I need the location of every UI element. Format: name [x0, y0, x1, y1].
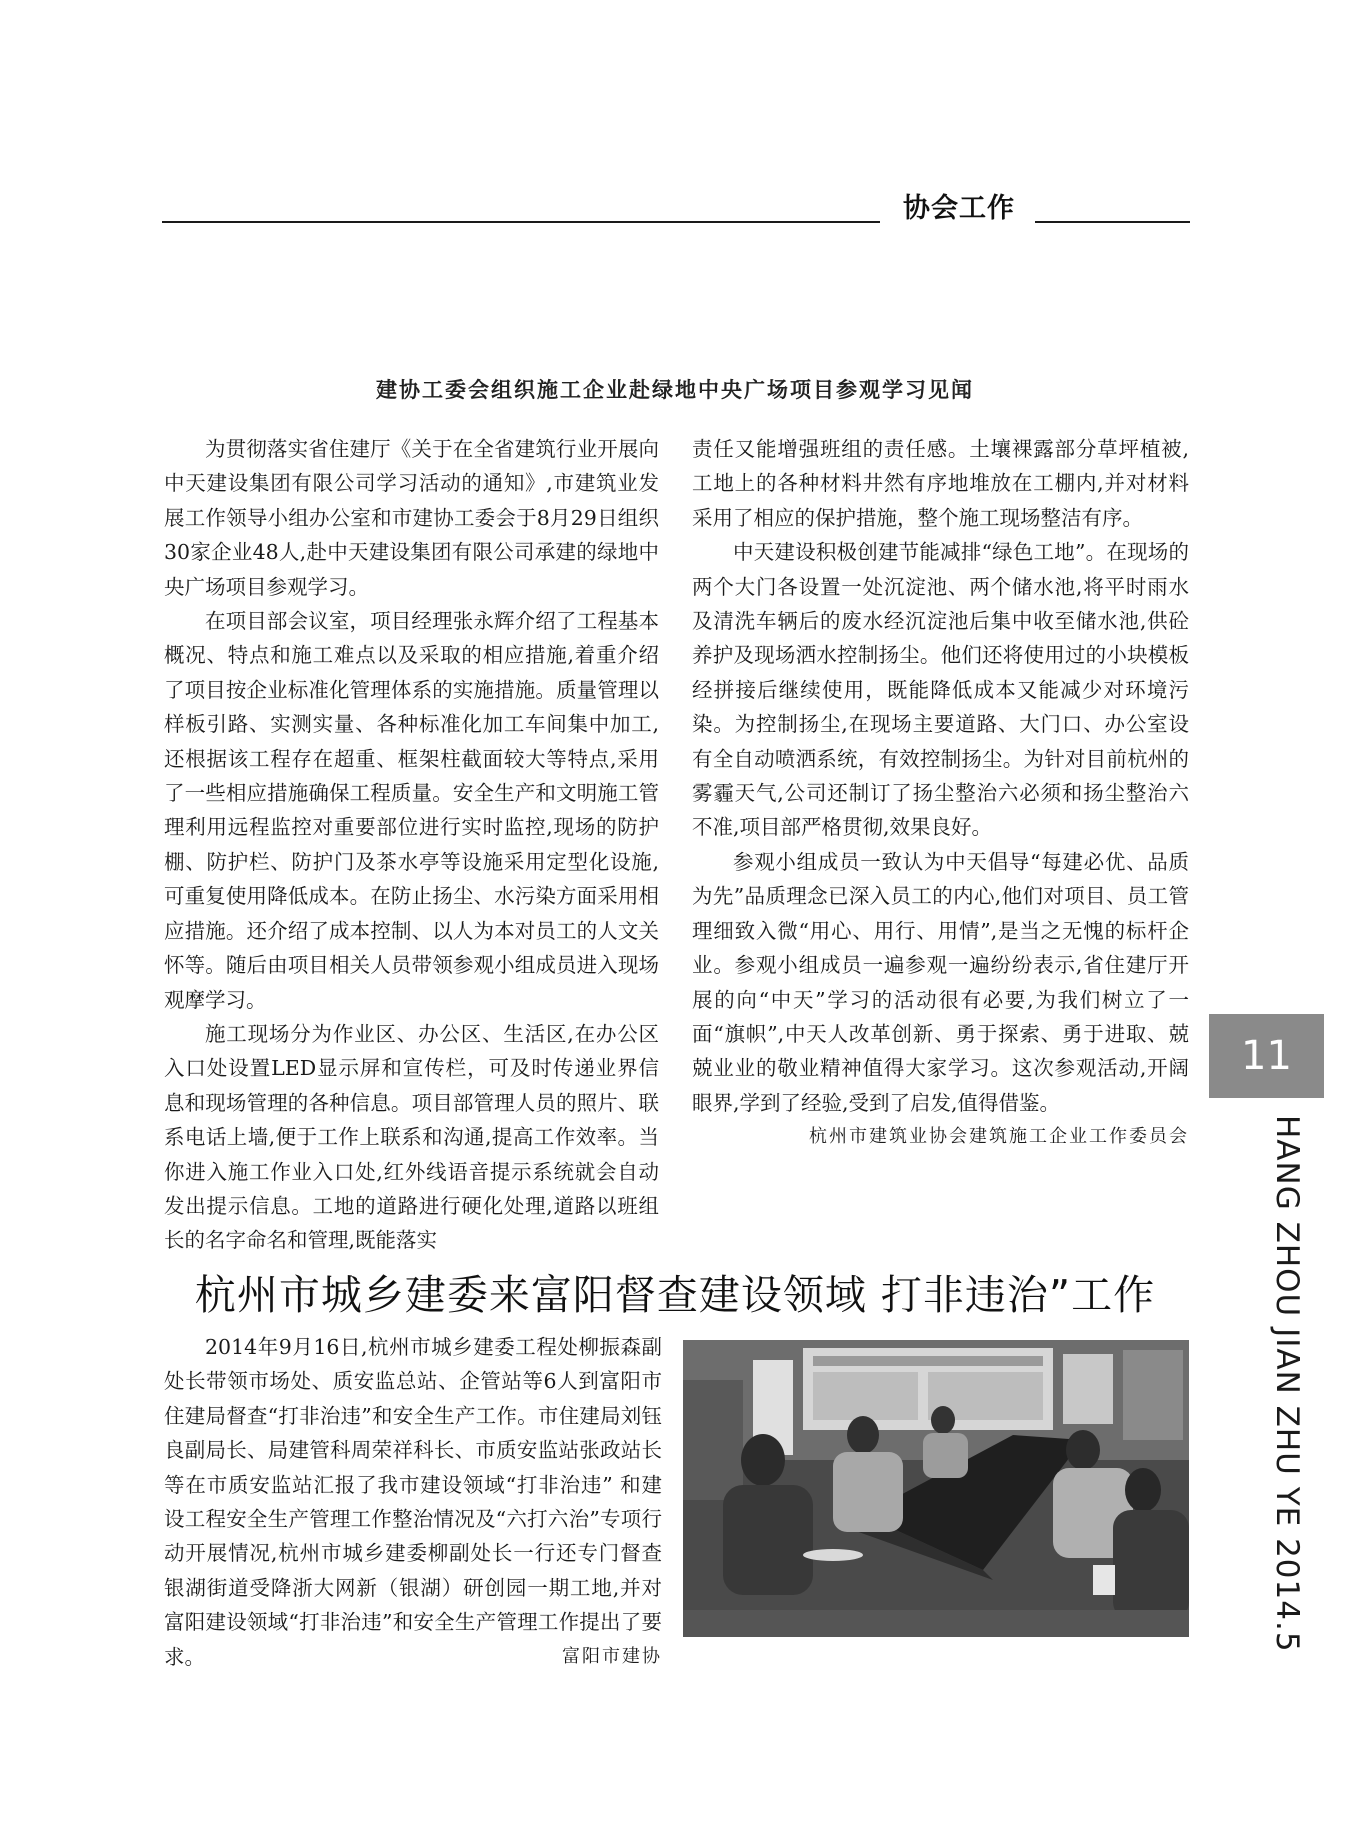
page-number-box	[1209, 1014, 1324, 1098]
page-number: 11	[1241, 1033, 1292, 1079]
section-label: 协会工作	[903, 193, 1015, 224]
paragraph: 施工现场分为作业区、办公区、生活区,在办公区入口处设置LED显示屏和宣传栏，可及时传递业界信息和现场管理的各种信息。项目部管理人员的照片、联系电话上墙,便于工作上联系和沟通,提高工作效率。当你进入施工作业入口处,红外线语音提示系统就会自动发出提示信息。工地的道路进行硬化处理,道路以班组长的名字命名和管理,既能落实	[164, 1021, 659, 1253]
article-right-column	[692, 432, 1189, 1155]
news-text: 2014年9月16日,杭州市城乡建委工程处柳振森副处长带领市场处、质安监总站、企管站等6人到富阳市住建局督查“打非治违”和安全生产工作。市住建局刘钰良副局长、局建管科周荣祥科长、市质安监站张政站长等在市质安监站汇报了我市建设领域“打非治违” 和建设工程安全生产管理工作整治情况及“六打六治”专项行动开展情况,杭州市城乡建委柳副处长一行还专门督查银湖街道受降浙大网新（银湖）研创园一期工地,并对富阳建设领域“打非治违”和安全生产管理工作提出了要求。	[164, 1335, 662, 1669]
article-left-column	[164, 432, 659, 1258]
paragraph: 参观小组成员一致认为中天倡导“每建必优、品质为先”品质理念已深入员工的内心,他们对项目、员工管理细致入微“用心、用行、用情”,是当之无愧的标杆企业。参观小组成员一遍参观一遍纷纷表示,省住建厅开展的向“中天”学习的活动很有必要,为我们树立了一面“旗帜”,中天人改革创新、勇于探索、勇于进取、兢兢业业的敬业精神值得大家学习。这次参观活动,开阔眼界,学到了经验,受到了启发,值得借鉴。	[692, 849, 1189, 1115]
paragraph: 为贯彻落实省住建厅《关于在全省建筑行业开展向中天建设集团有限公司学习活动的通知》,市建筑业发展工作领导小组办公室和市建协工委会于8月29日组织30家企业48人,赴中天建设集团有限公司承建的绿地中央广场项目参观学习。	[164, 437, 659, 599]
paragraph	[164, 1330, 662, 1674]
article-signature: 杭州市建筑业协会建筑施工企业工作委员会	[809, 1126, 1189, 1148]
meeting-photo	[683, 1340, 1189, 1637]
paragraph: 在项目部会议室，项目经理张永辉介绍了工程基本概况、特点和施工难点以及采取的相应措施,着重介绍了项目按企业标准化管理体系的实施措施。质量管理以样板引路、实测实量、各种标准化加工车间集中加工,还根据该工程存在超重、框架柱截面较大等特点,采用了一些相应措施确保工程质量。安全生产和文明施工管理利用远程监控对重要部位进行实时监控,现场的防护棚、防护栏、防护门及茶水亭等设施采用定型化设施,可重复使用降低成本。在防止扬尘、水污染方面采用相应措施。还介绍了成本控制、以人为本对员工的人文关怀等。随后由项目相关人员带领参观小组成员进入现场观摩学习。	[164, 609, 659, 1012]
news-signature: 富阳市建协	[562, 1645, 662, 1667]
news-body	[164, 1330, 662, 1674]
header-rule-left	[162, 221, 880, 223]
news-title: 杭州市城乡建委来富阳督查建设领域 打非违治”工作	[194, 1271, 1156, 1319]
meeting-photo-image	[683, 1340, 1189, 1637]
header-rule-right	[1035, 221, 1190, 223]
paragraph: 中天建设积极创建节能减排“绿色工地”。在现场的两个大门各设置一处沉淀池、两个储水池,将平时雨水及清洗车辆后的废水经沉淀池后集中收至储水池,供砼养护及现场洒水控制扬尘。他们还将使用过的小块模板经拼接后继续使用，既能降低成本又能减少对环境污染。为控制扬尘,在现场主要道路、大门口、办公室设有全自动喷洒系统，有效控制扬尘。为针对目前杭州的雾霾天气,公司还制订了扬尘整治六必须和扬尘整治六不准,项目部严格贯彻,效果良好。	[692, 540, 1189, 840]
paragraph-continued: 责任又能增强班组的责任感。土壤裸露部分草坪植被,工地上的各种材料井然有序地堆放在工棚内,并对材料采用了相应的保护措施，整个施工现场整洁有序。	[692, 437, 1189, 530]
article-title: 建协工委会组织施工企业赴绿地中央广场项目参观学习见闻	[376, 377, 974, 402]
magazine-name-vertical: HANG ZHOU JIAN ZHU YE 2014.5	[1269, 1115, 1305, 1653]
